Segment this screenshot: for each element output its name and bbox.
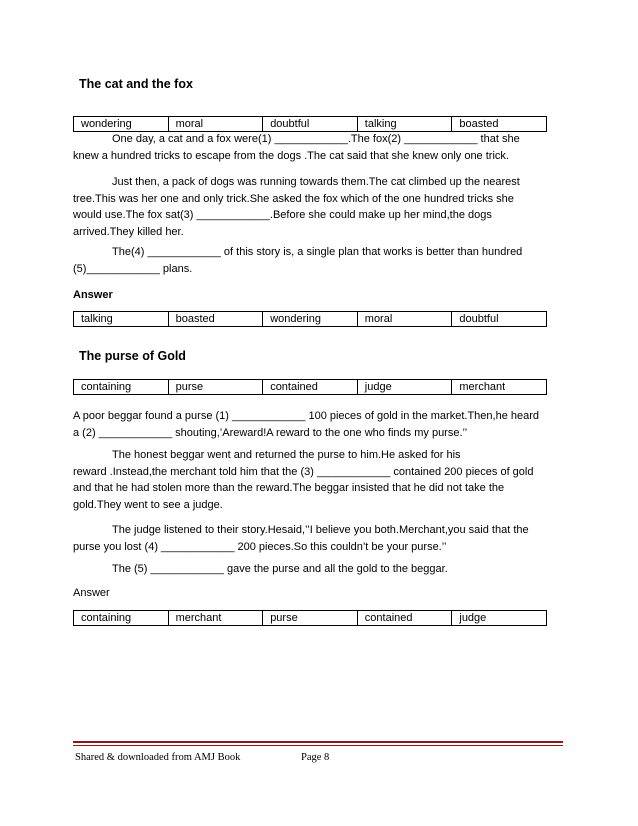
section2-answer-label: Answer [73, 587, 110, 599]
word-bank-cell: contained [263, 380, 358, 395]
section2-word-bank [73, 379, 547, 395]
section2-answer-table [73, 610, 547, 626]
word-bank-cell: purse [168, 380, 263, 395]
answer-cell: purse [263, 611, 358, 626]
section2-paragraph-2: The honest beggar went and returned the purse to him.He asked for his reward .Instead,the merchant told him that the (3) ____________ contained 200 pieces of gold and that he had stolen more than the reward.The beggar insisted that he did not take the gold.They went to see a judge. [73, 449, 534, 511]
section1-paragraph-2: Just then, a pack of dogs was running towards them.The cat climbed up the nearest tree.This was her one and only trick.She asked the fox which of the one hundred tricks she would use.The fox sat(3) ____________.Before she could make up her mind,the dogs arrived.They killed her. [73, 176, 520, 238]
footer-rule-thick [73, 741, 563, 743]
section1-word-bank [73, 116, 547, 132]
answer-cell: wondering [263, 312, 358, 327]
section2-paragraph-1: A poor beggar found a purse (1) ____________ 100 pieces of gold in the market.Then,he heard a (2) ____________ shouting,’Areward!A reward to the one who finds my purse.’’ [73, 410, 540, 439]
answer-cell: merchant [168, 611, 263, 626]
section2-title: The purse of Gold [79, 349, 186, 363]
section1-title: The cat and the fox [79, 77, 193, 91]
footer-source: Shared & downloaded from AMJ Book [75, 752, 241, 763]
word-bank-cell: containing [74, 380, 169, 395]
answer-cell: contained [357, 611, 452, 626]
word-bank-cell: wondering [74, 117, 169, 132]
word-bank-cell: merchant [452, 380, 547, 395]
answer-cell: containing [74, 611, 169, 626]
word-bank-cell: talking [357, 117, 452, 132]
section1-answer-label: Answer [73, 289, 113, 301]
section1-paragraph-1: One day, a cat and a fox were(1) ____________.The fox(2) ____________ that she knew a hundred tricks to escape from the dogs .The cat said that she knew only one trick. [73, 133, 520, 162]
word-bank-cell: doubtful [263, 117, 358, 132]
section1-answer-table [73, 311, 547, 327]
word-bank-cell: moral [168, 117, 263, 132]
answer-cell: moral [357, 312, 452, 327]
section1-paragraph-3: The(4) ____________ of this story is, a single plan that works is better than hundred (5)____________ plans. [73, 246, 523, 275]
section2-paragraph-3: The judge listened to their story.Hesaid,’’I believe you both.Merchant,you said that the purse you lost (4) ____________ 200 pieces.So this couldn’t be your purse.’’ [73, 524, 529, 553]
word-bank-cell: judge [357, 380, 452, 395]
footer-rule-thin [73, 745, 563, 746]
word-bank-cell: boasted [452, 117, 547, 132]
footer-page-number: Page 8 [301, 752, 330, 763]
answer-cell: boasted [168, 312, 263, 327]
section2-paragraph-4: The (5) ____________ gave the purse and all the gold to the beggar. [112, 563, 448, 575]
answer-cell: doubtful [452, 312, 547, 327]
answer-cell: judge [452, 611, 547, 626]
answer-cell: talking [74, 312, 169, 327]
